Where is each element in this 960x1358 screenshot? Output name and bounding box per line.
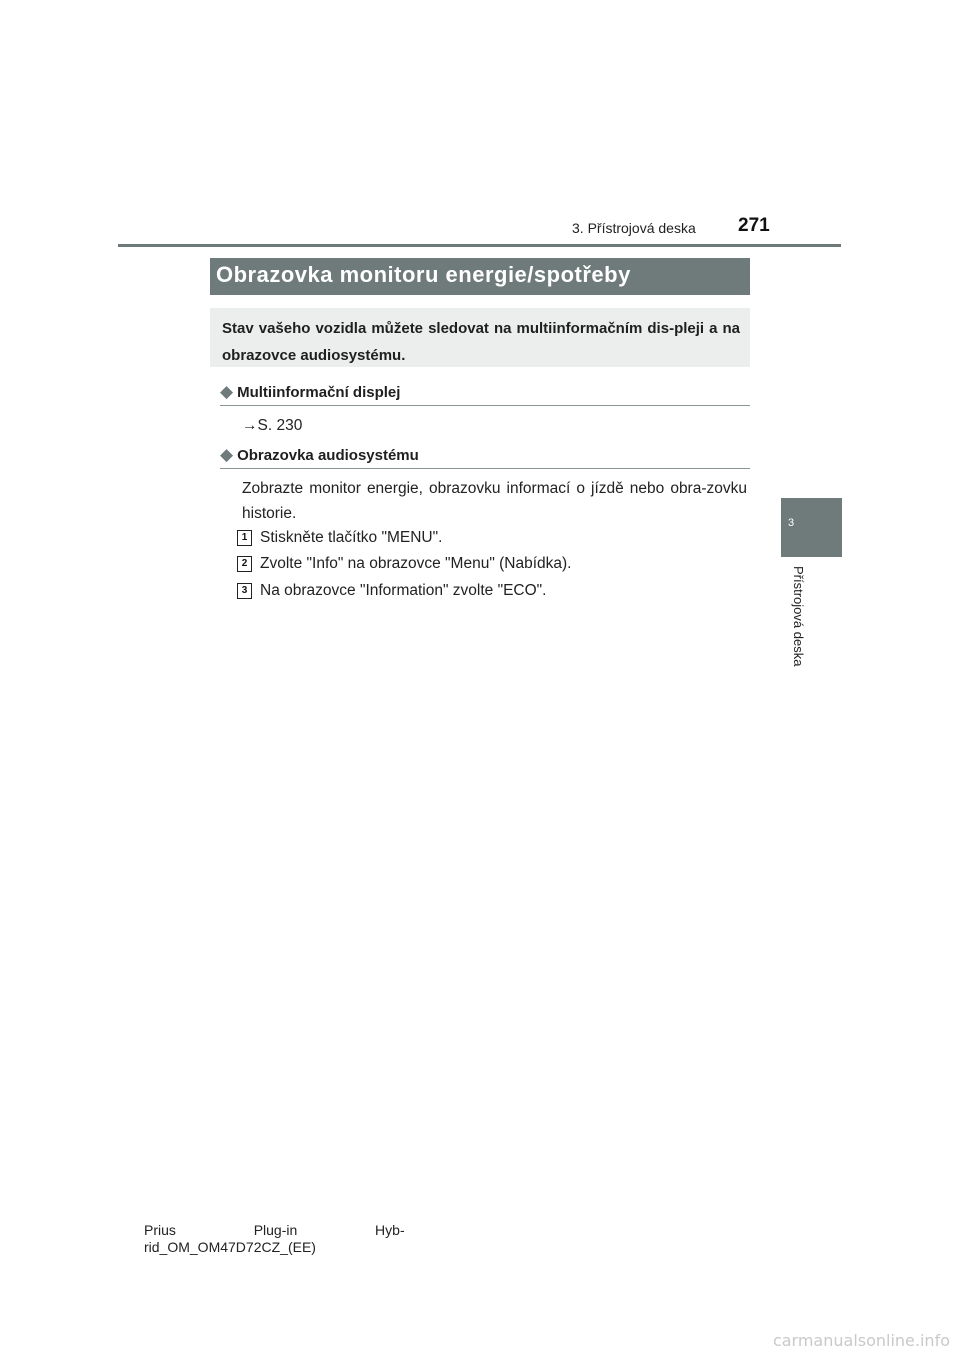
step-text: Na obrazovce "Information" zvolte "ECO". <box>260 582 547 599</box>
watermark: carmanualsonline.info <box>772 1331 950 1350</box>
chapter-tab-label: Přístrojová deska <box>791 566 806 667</box>
section-heading-audio <box>220 445 419 465</box>
section-description: Zobrazte monitor energie, obrazovku informací o jízdě nebo obra-zovku historie. <box>242 480 747 522</box>
page-title: Obrazovka monitoru energie/spotřeby <box>216 262 631 287</box>
section-heading-text: Obrazovka audiosystému <box>237 447 419 464</box>
step-number-box: 2 <box>237 556 252 572</box>
page-reference <box>242 413 302 438</box>
diamond-bullet-icon: ◆ <box>220 445 234 464</box>
chapter-tab-number: 3 <box>787 517 795 529</box>
footer-line: Prius Plug-in Hyb- <box>144 1222 405 1238</box>
section-rule <box>220 405 750 406</box>
page-reference-text: S. 230 <box>257 417 303 434</box>
page-number: 271 <box>738 215 770 236</box>
step-number-box: 3 <box>237 583 252 599</box>
footer-document-id <box>144 1222 405 1256</box>
step-number-box: 1 <box>237 530 252 546</box>
header-section-title: 3. Přístrojová deska <box>572 220 696 236</box>
section-heading-multiinfo <box>220 382 400 402</box>
section-rule <box>220 468 750 469</box>
arrow-icon: → <box>242 417 258 434</box>
step-text: Stiskněte tlačítko "MENU". <box>260 529 443 546</box>
header-rule <box>118 244 841 247</box>
footer-line: rid_OM_OM47D72CZ_(EE) <box>144 1239 316 1255</box>
diamond-bullet-icon: ◆ <box>220 382 234 401</box>
intro-text: Stav vašeho vozidla můžete sledovat na multiinformačním dis-pleji a na obrazovce audiosystému. <box>222 320 740 364</box>
section-heading-text: Multiinformační displej <box>237 384 401 401</box>
step-text: Zvolte "Info" na obrazovce "Menu" (Nabídka). <box>260 555 572 572</box>
